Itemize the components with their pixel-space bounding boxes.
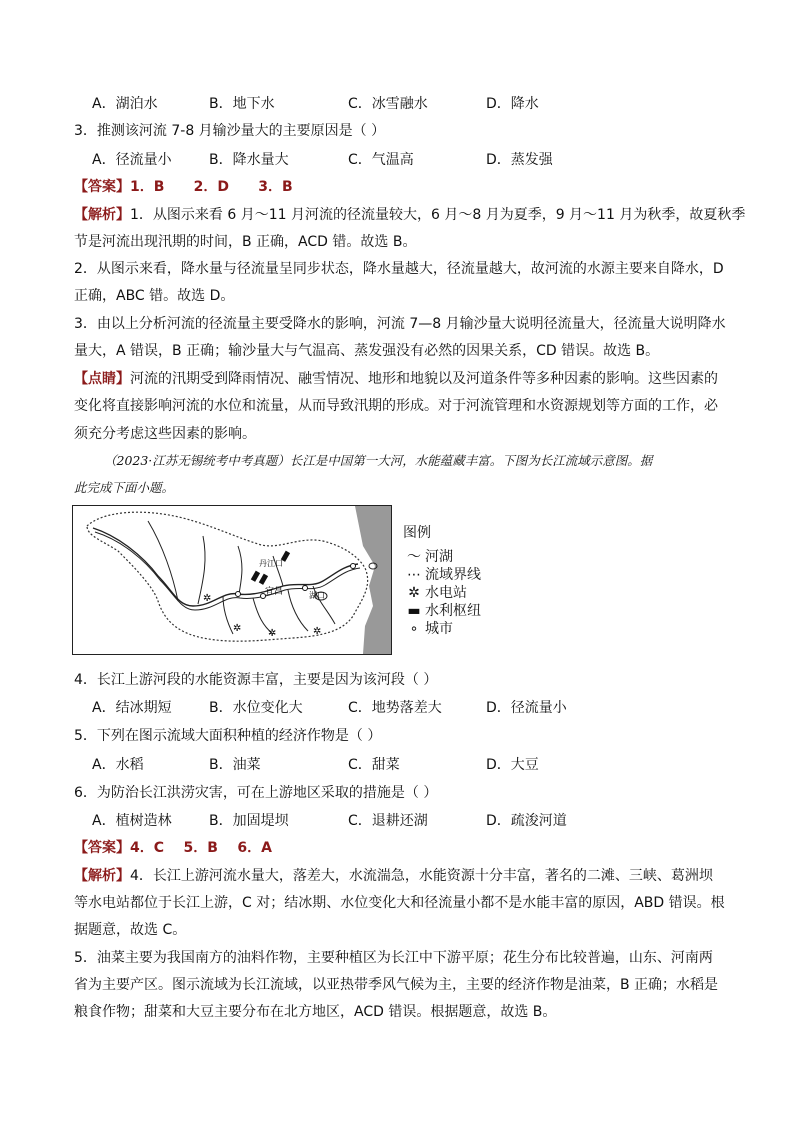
option-d: D．径流量小 [486, 700, 567, 716]
hydropower-station-icon: ✲ [203, 593, 212, 604]
option-c: C．退耕还湖 [348, 813, 428, 829]
pointer-text: 河流的汛期受到降雨情况、融雪情况、地形和地貌以及河道条件等多种因素的影响。这些因素的 [130, 371, 718, 387]
legend-label: 河湖 [425, 549, 453, 565]
question-5-stem: 5．下列在图示流域大面积种植的经济作物是（ ） [74, 728, 382, 744]
option-a: A．水稻 [92, 757, 144, 773]
label-danjiangkou: 丹江口 [259, 559, 283, 568]
analysis-1-line-1 [74, 205, 746, 225]
option-b: B．油菜 [209, 757, 261, 773]
option-d: D．疏浚河道 [486, 813, 567, 829]
analysis-3-line-1: 3．由以上分析河流的径流量主要受降水的影响，河流 7—8 月输沙量大说明径流量大，径流量大说明降水 [74, 316, 726, 332]
label-hukou: 湖口 [309, 591, 325, 600]
tributary [223, 596, 233, 634]
answer-tag: 【答案】 [74, 179, 130, 195]
water-hub-icon [251, 571, 260, 582]
question-3-stem: 3．推测该河流 7-8 月输沙量大的主要原因是（ ） [74, 123, 386, 139]
option-b: B．水位变化大 [209, 700, 303, 716]
analysis-5-line-2: 省为主要产区。图示流域为长江流域，以亚热带季风气候为主，主要的经济作物是油菜，B 正确；水稻是 [74, 977, 719, 993]
answer-block-1 [74, 177, 720, 197]
map-svg [73, 506, 391, 654]
option-d: D．大豆 [486, 757, 539, 773]
sea-area [355, 506, 391, 654]
option-d: D．降水 [486, 96, 539, 112]
question-lead-line-1: （2023·江苏无锡统考中考真题）长江是中国第一大河，水能蕴藏丰富。下图为长江流域示意图。据 [104, 453, 653, 468]
analysis-text: 1．从图示来看 6 月～11 月河流的径流量较大，6 月～8 月为夏季，9 月～11 月为秋季，故夏秋季 [130, 207, 746, 223]
option-a: A．结冰期短 [92, 700, 172, 716]
tributary [148, 521, 178, 601]
legend-label: 流域界线 [425, 567, 481, 583]
city-icon [351, 564, 356, 569]
analysis-tag: 【解析】 [74, 868, 130, 884]
analysis-text: 4．长江上游河流水量大，落差大，水流湍急，水能资源十分丰富，著名的二滩、三峡、葛洲坝 [130, 868, 713, 884]
analysis-2-line-2: 正确，ABC 错。故选 D。 [74, 288, 235, 304]
city-icon [236, 592, 241, 597]
analysis-tag: 【解析】 [74, 207, 130, 223]
option-a: A．径流量小 [92, 152, 172, 168]
pointer-tag: 【点睛】 [74, 371, 130, 387]
label-yichang: 宜昌 [265, 586, 284, 596]
legend-item-hub [403, 602, 481, 620]
hydropower-station-icon: ✲ [313, 626, 322, 637]
legend-item-city [403, 620, 481, 638]
hydropower-station-icon: ✲ [268, 628, 277, 639]
river-lake-icon: 〜 [407, 549, 421, 565]
analysis-4-line-2: 等水电站都位于长江上游，C 对；结冰期、水位变化大和径流量小都不是水能丰富的原因，ABD 错误。根 [74, 895, 725, 911]
water-hub-icon: ▬ [407, 603, 421, 619]
pointer-line-1 [74, 369, 720, 389]
legend-item-boundary [403, 566, 481, 584]
legend-title: 图例 [403, 525, 431, 541]
yangtze-basin-map [72, 505, 392, 655]
analysis-4-line-1 [74, 866, 720, 886]
legend-label: 水利枢纽 [425, 603, 481, 619]
tributary [288, 590, 308, 631]
analysis-1-line-2: 节是河流出现汛期的时间，B 正确，ACD 错。故选 B。 [74, 234, 417, 250]
legend-label: 水电站 [425, 585, 467, 601]
option-b: B．地下水 [209, 96, 275, 112]
legend-label: 城市 [425, 621, 453, 637]
answer-text: 4．C 5．B 6．A [130, 840, 272, 856]
analysis-5-line-1: 5．油菜主要为我国南方的油料作物，主要种植区为长江中下游平原；花生分布比较普遍，山东、河南两 [74, 950, 713, 966]
analysis-5-line-3: 粮食作物；甜菜和大豆主要分布在北方地区，ACD 错误。根据题意，故选 B。 [74, 1004, 557, 1020]
map-legend [403, 522, 481, 638]
analysis-4-line-3: 据题意，故选 C。 [74, 922, 187, 938]
analysis-3-line-2: 量大，A 错误，B 正确；输沙量大与气温高、蒸发强没有必然的因果关系，CD 错误。故选 B。 [74, 343, 660, 359]
option-c: C．冰雪融水 [348, 96, 428, 112]
answer-text: 1．B 2．D 3．B [130, 179, 293, 195]
city-icon [303, 586, 308, 591]
city-icon: ∘ [409, 621, 419, 637]
option-b: B．加固堤坝 [209, 813, 289, 829]
answer-tag: 【答案】 [74, 840, 130, 856]
option-b: B．降水量大 [209, 152, 289, 168]
hydropower-station-icon: ✲ [408, 585, 420, 601]
option-a: A．植树造林 [92, 813, 172, 829]
question-4-stem: 4．长江上游河段的水能资源丰富，主要是因为该河段（ ） [74, 672, 438, 688]
analysis-2-line-1: 2．从图示来看，降水量与径流量呈同步状态，降水量越大，径流量越大，故河流的水源主要来自降水，D [74, 261, 724, 277]
pointer-line-3: 须充分考虑这些因素的影响。 [74, 426, 256, 442]
question-6-stem: 6．为防治长江洪涝灾害，可在上游地区采取的措施是（ ） [74, 785, 438, 801]
tributary [238, 546, 242, 594]
option-d: D．蒸发强 [486, 152, 553, 168]
legend-item-river [403, 548, 481, 566]
question-lead-line-2: 此完成下面小题。 [74, 480, 175, 495]
option-c: C．甜菜 [348, 757, 400, 773]
pointer-line-2: 变化将直接影响河流的水位和流量，从而导致汛期的形成。对于河流管理和水资源规划等方面的工作，必 [74, 398, 718, 414]
answer-block-2 [74, 838, 720, 858]
hydropower-station-icon: ✲ [233, 623, 242, 634]
option-c: C．气温高 [348, 152, 414, 168]
basin-boundary-icon: ⋯ [407, 567, 421, 583]
option-c: C．地势落差大 [348, 700, 442, 716]
option-a: A．湖泊水 [92, 96, 158, 112]
water-hub-icon [259, 574, 268, 585]
legend-item-hydropower [403, 584, 481, 602]
